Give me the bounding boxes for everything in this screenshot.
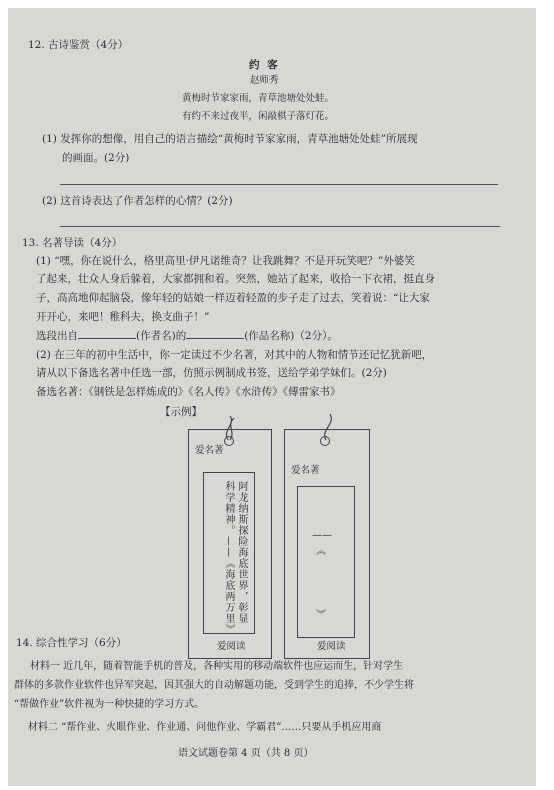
example-label: 【示例】 [160,406,202,418]
q13-heading: 13. 名著导读（4分） [22,237,123,249]
q12-sub1-line1: (1) 发挥你的想像，用自己的语言描绘“黄梅时节家家雨，青草池塘处处蛙”所展现 [42,133,418,145]
q14-material1-line1: 材料一 近几年，随着智能手机的普及，各种实用的移动端软件也应运而生，针对学生 [30,661,404,672]
bookmark-bottom-label: 爱阅读 [317,641,346,652]
q13-sub2-line2: 请从以下备选名著中任选一部，仿照示例制成书签，送给学弟学妹们。(2分) [36,367,387,379]
answer-line [60,184,498,185]
page-footer: 语文试题卷第 4 页（共 8 页） [178,748,314,759]
author-blank [78,338,136,339]
q12-heading: 12. 古诗鉴赏（4分） [28,39,129,51]
q14-material1-line2: 群体的多款作业软件也异军突起，因其强大的自动解题功能，受到学生的追捧，不少学生将 [14,680,414,691]
bookmark-blank [284,429,370,659]
bookmark-cord-icon [218,412,248,442]
q13-sub2-line1: (2) 在三年的初中生活中，你一定读过不少名著，对其中的人物和情节还记忆犹新吧， [36,349,433,361]
poem-title: 约 客 [249,59,280,71]
poem-line-2: 有约不来过夜半，闲敲棋子落灯花。 [182,111,335,122]
bookmark-example [188,429,272,659]
bookmark-top-label: 爱名著 [291,465,320,476]
poem-line-1: 黄梅时节家家雨，青草池塘处处蛙。 [182,93,335,104]
bookmark-cord-icon [314,412,344,442]
fill-author: (作者名)的 [136,330,187,342]
bookmark-text-frame [203,472,255,634]
bookmark-top-label: 爱名著 [195,445,224,456]
bookmark-bottom-label: 爱阅读 [217,641,246,652]
q13-quote-line3: 子，高高地仰起脑袋，像年轻的姑娘一样迈着轻盈的步子走了过去，笑着说：“让大家 [36,292,430,304]
q14-material1-line3: “帮做作业”软件视为一种快捷的学习方式。 [14,699,205,710]
fill-work: (作品名称)（2分）。 [244,330,338,342]
q14-heading: 14. 综合性学习（6分） [16,637,127,649]
bookmark-close-bracket: ︾ [316,610,326,621]
answer-line [60,226,500,227]
poem-author: 赵师秀 [250,75,279,86]
q13-quote-line1: (1) “嘿，你在说什么，格里高里·伊凡诺维奇？让我跳舞？不是开玩笑吧？”外婆笑 [36,255,415,267]
q12-sub1-line2: 的画面。(2分) [62,152,130,164]
q13-fill-in [36,329,338,343]
fill-prefix: 选段出自 [36,330,78,342]
bookmark-text-frame [297,486,355,638]
bookmark-open-bracket: ︽ [316,546,326,557]
exam-page [8,8,536,786]
q12-sub2: (2) 这首诗表达了作者怎样的心情？(2分) [42,195,233,207]
bookmark-dash: —— [312,530,332,541]
q14-material2-line1: 材料二 “帮作业、火眼作业、作业通、问他作业、学霸君”……只要从手机应用商 [28,722,382,733]
q13-quote-line4: 开开心，来吧！稚科夫，换支曲子！” [36,311,210,323]
work-blank [186,338,244,339]
q13-quote-line2: 了起来，壮众人身后躲着，大家都拥和着。突然，她站了起来，收拾一下衣裙，挺直身 [36,273,435,285]
bookmark-example-text: 阿龙纳斯探险海底世界，彰显科学精神。——《海底两万里》 [223,481,247,635]
q13-options: 备选名著：《钢铁是怎样炼成的》《名人传》《水浒传》《傅雷家书》 [36,386,341,398]
